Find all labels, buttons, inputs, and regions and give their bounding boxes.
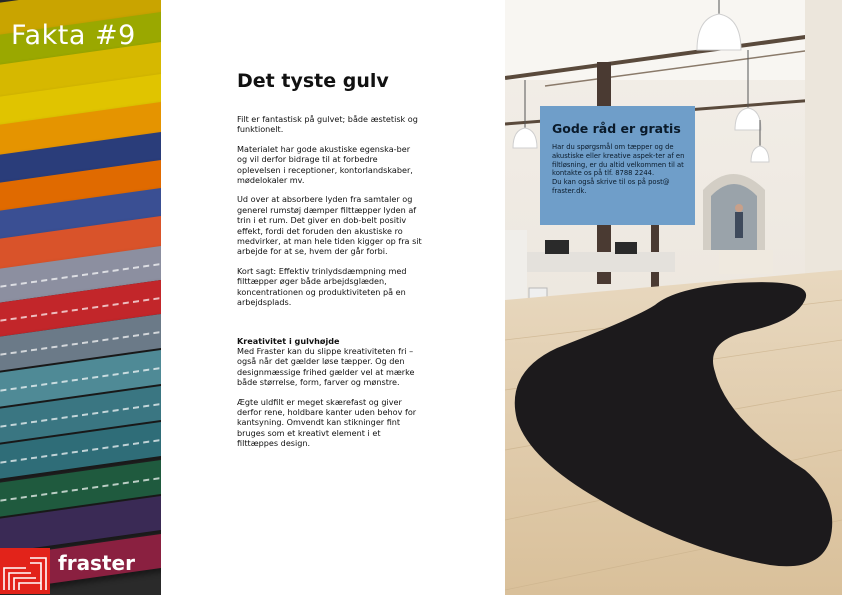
advice-infobox	[540, 106, 695, 225]
infobox-text: Har du spørgsmål om tæpper og de akustiske eller kreative aspek-ter af en filtløsning, er du altid velkommen til at kontakte os på tlf. 8788 2244.	[552, 143, 685, 178]
article-paragraph: Materialet har gode akustiske egenska-ber og vil derfor bidrage til at forbedre oplevelsen i receptioner, kontorlandskaber, mødelokaler mv.	[237, 143, 413, 186]
article-paragraph: Kort sagt: Effektiv trinlydsdæmpning med filttæpper øger både arbejdsglæden, koncentrationen og produktiviteten på en arbejdsplads.	[237, 265, 407, 308]
office-photo	[505, 0, 842, 595]
fraster-logo-icon	[0, 548, 50, 594]
section-text: Med Fraster kan du slippe kreativiteten fri – også når det gælder løse tæpper. Og den designmæssige frihed gælder vel at mærke både størrelse, form, farver og mønstre.	[237, 345, 415, 388]
infobox-contact: Du kan også skrive til os på post@ fraster.dk.	[552, 178, 670, 195]
brand-name: fraster	[58, 551, 135, 575]
felt-samples-image	[0, 0, 161, 595]
fakta-label: Fakta #9	[11, 20, 136, 51]
section-heading: Kreativitet i gulvhøjde	[237, 335, 340, 346]
section-paragraph: Ægte uldfilt er meget skærefast og giver derfor rene, holdbare kanter uden behov for kantsyning. Omvendt kan stikninger fint bruges som et kreativt element i et filttæppes design.	[237, 396, 417, 449]
article-paragraph: Filt er fantastisk på gulvet; både æstetisk og funktionelt.	[237, 114, 418, 135]
infobox-title: Gode råd er gratis	[552, 121, 681, 136]
article-title: Det tyste gulv	[237, 70, 389, 92]
article-paragraph: Ud over at absorbere lyden fra samtaler og generel rumstøj dæmper filttæpper lyden af trin i et rum. Det giver en dob-belt positiv effekt, fordi det foruden den akustiske ro medvirker, at man hele tiden kigger op fra sit arbejde for at se, hvem der går forbi.	[237, 194, 422, 257]
fraster-logo	[0, 548, 161, 588]
section-paragraph	[237, 336, 422, 388]
article	[237, 70, 422, 458]
